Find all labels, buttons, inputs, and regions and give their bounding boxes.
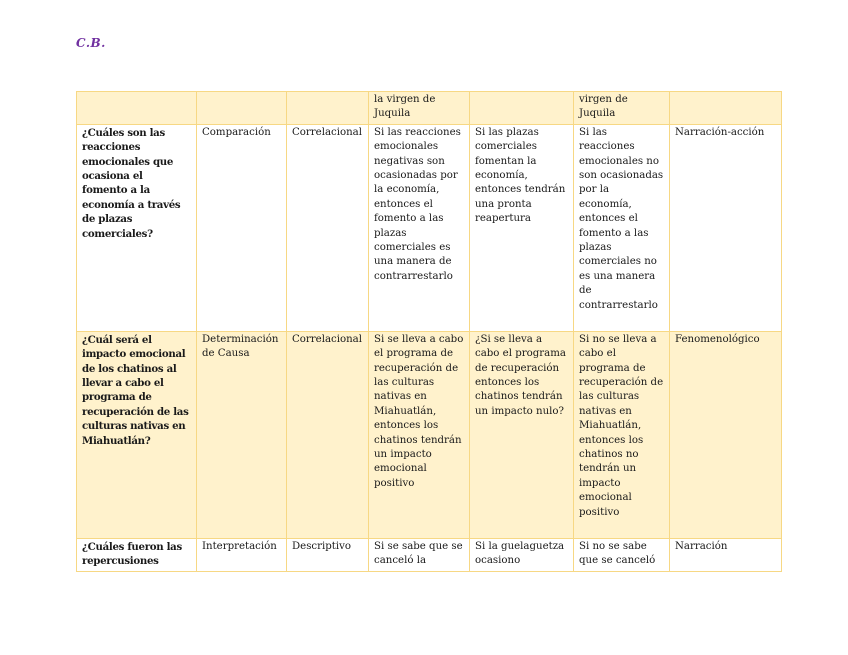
hypothesis-cell: Si las reacciones emocionales negativas son ocasionadas por la economía, entonces el fomento a las plazas comerciales es una manera de contrarrestarlo: [369, 124, 470, 331]
scope-cell: Descriptivo: [287, 538, 369, 571]
scope-cell: Correlacional: [287, 124, 369, 331]
alternative-hypothesis-cell: Si las plazas comerciales fomentan la economía, entonces tendrán una pronta reapertura: [470, 124, 574, 331]
method-cell: [670, 92, 782, 125]
question-cell: ¿Cuáles son las reacciones emocionales que ocasiona el fomento a la economía a través de plazas comerciales?: [77, 124, 197, 331]
hypothesis-cell: Si se sabe que se canceló la: [369, 538, 470, 571]
type-cell: Determinación de Causa: [197, 331, 287, 538]
scope-cell: [287, 92, 369, 125]
question-cell: [77, 92, 197, 125]
alternative-hypothesis-cell: ¿Si se lleva a cabo el programa de recuperación entonces los chatinos tendrán un impacto nulo?: [470, 331, 574, 538]
research-table: [76, 91, 782, 572]
alternative-hypothesis-cell: [470, 92, 574, 125]
hypothesis-cell: Si se lleva a cabo el programa de recuperación de las culturas nativas en Miahuatlán, entonces los chatinos tendrán un impacto emocional positivo: [369, 331, 470, 538]
scope-cell: Correlacional: [287, 331, 369, 538]
type-cell: Comparación: [197, 124, 287, 331]
type-cell: [197, 92, 287, 125]
method-cell: Fenomenológico: [670, 331, 782, 538]
table-row: [77, 331, 782, 538]
table-row: [77, 538, 782, 571]
question-cell: ¿Cuáles fueron las repercusiones: [77, 538, 197, 571]
method-cell: Narración-acción: [670, 124, 782, 331]
null-hypothesis-cell: Si no se sabe que se canceló: [574, 538, 670, 571]
null-hypothesis-cell: Si las reacciones emocionales no son ocasionadas por la economía, entonces el fomento a las plazas comerciales no es una manera de contrarrestarlo: [574, 124, 670, 331]
question-cell: ¿Cuál será el impacto emocional de los chatinos al llevar a cabo el programa de recuperación de las culturas nativas en Miahuatlán?: [77, 331, 197, 538]
alternative-hypothesis-cell: Si la guelaguetza ocasiono: [470, 538, 574, 571]
hypothesis-cell: la virgen de Juquila: [369, 92, 470, 125]
null-hypothesis-cell: Si no se lleva a cabo el programa de recuperación de las culturas nativas en Miahuatlán, entonces los chatinos no tendrán un impacto emocional positivo: [574, 331, 670, 538]
null-hypothesis-cell: virgen de Juquila: [574, 92, 670, 125]
table-row: [77, 92, 782, 125]
table-row: [77, 124, 782, 331]
type-cell: Interpretación: [197, 538, 287, 571]
method-cell: Narración: [670, 538, 782, 571]
author-initials: C.B.: [76, 36, 106, 50]
